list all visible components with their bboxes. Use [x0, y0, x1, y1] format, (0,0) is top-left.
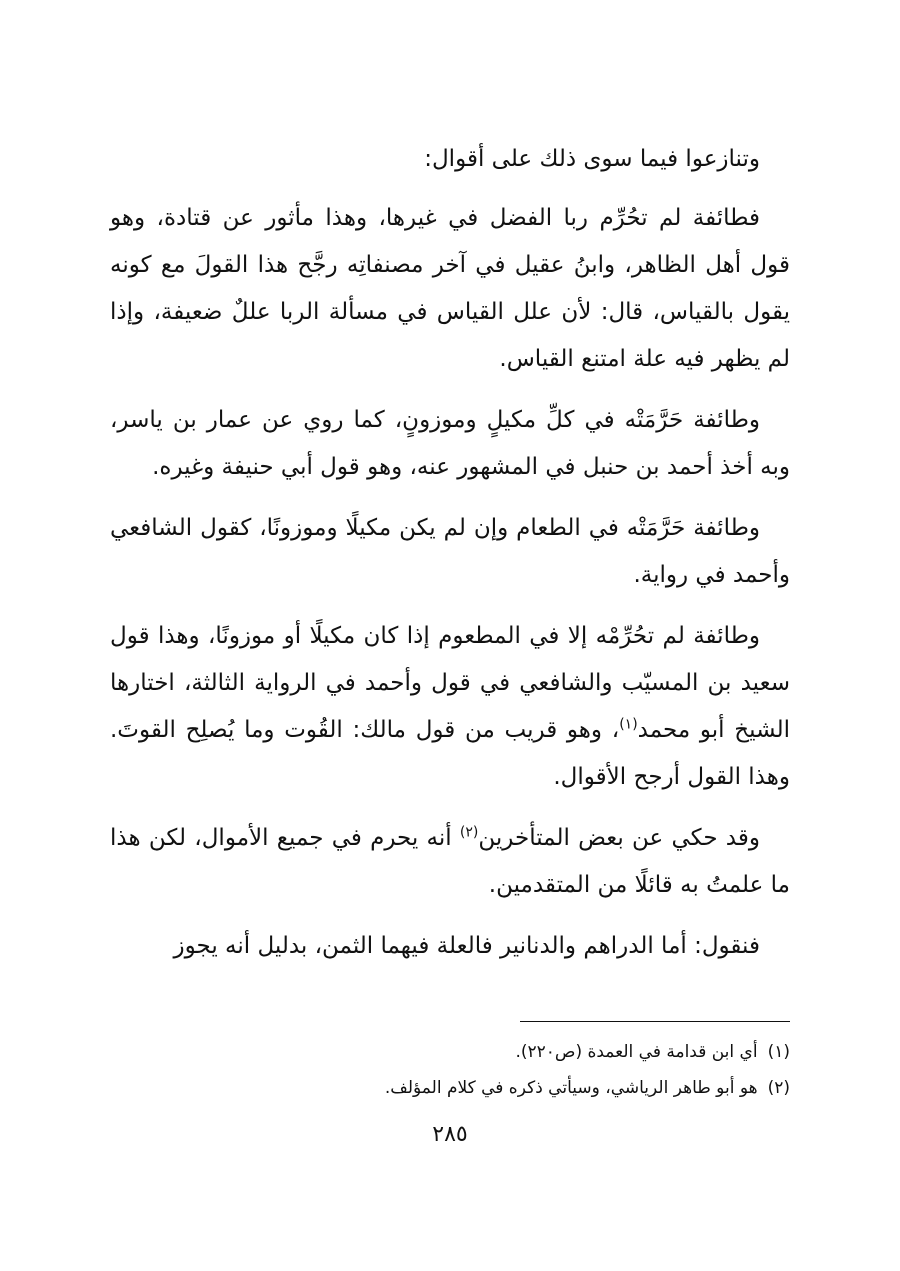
body-text: [110, 136, 790, 970]
paragraph-5-text-a: وطائفة لم تحُرِّمْه إلا في المطعوم إذا كان مكيلًا أو موزونًا، وهذا قول سعيد بن المسيّب والشافعي في قول وأحمد في الرواية الثالثة، اختارها الشيخ أبو محمد: [110, 623, 790, 743]
page-number: ٢٨٥: [432, 1122, 468, 1147]
paragraph-6-text-a: وقد حكي عن بعض المتأخرين: [478, 825, 760, 851]
paragraph-6: [110, 815, 790, 909]
footnote-2: [110, 1070, 790, 1106]
footnote-1-text: أي ابن قدامة في العمدة (ص٢٢٠).: [515, 1042, 758, 1062]
paragraph-4: وطائفة حَرَّمَتْه في الطعام وإن لم يكن مكيلًا وموزونًا، كقول الشافعي وأحمد في رواية.: [110, 515, 790, 588]
paragraph-1: وتنازعوا فيما سوى ذلك على أقوال:: [424, 146, 760, 172]
paragraph-5-text-b: ، وهو قريب من قول مالك: القُوت وما يُصلِح القوتَ. وهذا القول أرجح الأقوال.: [110, 717, 790, 790]
paragraph-7: فنقول: أما الدراهم والدنانير فالعلة فيهما الثمن، بدليل أنه يجوز: [173, 933, 760, 959]
paragraph-5: [110, 613, 790, 801]
paragraph-3: وطائفة حَرَّمَتْه في كلِّ مكيلٍ وموزونٍ، كما روي عن عمار بن ياسر، وبه أخذ أحمد بن حنبل في المشهور عنه، وهو قول أبي حنيفة وغيره.: [110, 407, 790, 480]
book-page: [110, 136, 790, 1236]
paragraph-6-text-b: أنه يحرم في جميع الأموال، لكن هذا ما علمتُ به قائلًا من المتقدمين.: [110, 825, 790, 898]
footnote-2-text: هو أبو طاهر الرياشي، وسيأتي ذكره في كلام المؤلف.: [384, 1078, 758, 1098]
footnote-ref-1[interactable]: (١): [619, 716, 638, 733]
footnote-1-number: (١): [767, 1042, 790, 1062]
footnote-2-number: (٢): [767, 1078, 790, 1098]
footnote-1: [110, 1034, 790, 1070]
paragraph-2: فطائفة لم تحُرِّم ربا الفضل في غيرها، وهذا مأثور عن قتادة، وهو قول أهل الظاهر، وابنُ عقيل في آخر مصنفاتِه رجَّح هذا القولَ مع كونه يقول بالقياس، قال: لأن علل القياس في مسألة الربا عللٌ ضعيفة، وإذا لم يظهر فيه علة امتنع القياس.: [110, 205, 790, 372]
footnote-divider: [520, 1021, 790, 1022]
footnote-ref-2[interactable]: (٢): [459, 824, 479, 841]
footnotes: [110, 1034, 790, 1106]
